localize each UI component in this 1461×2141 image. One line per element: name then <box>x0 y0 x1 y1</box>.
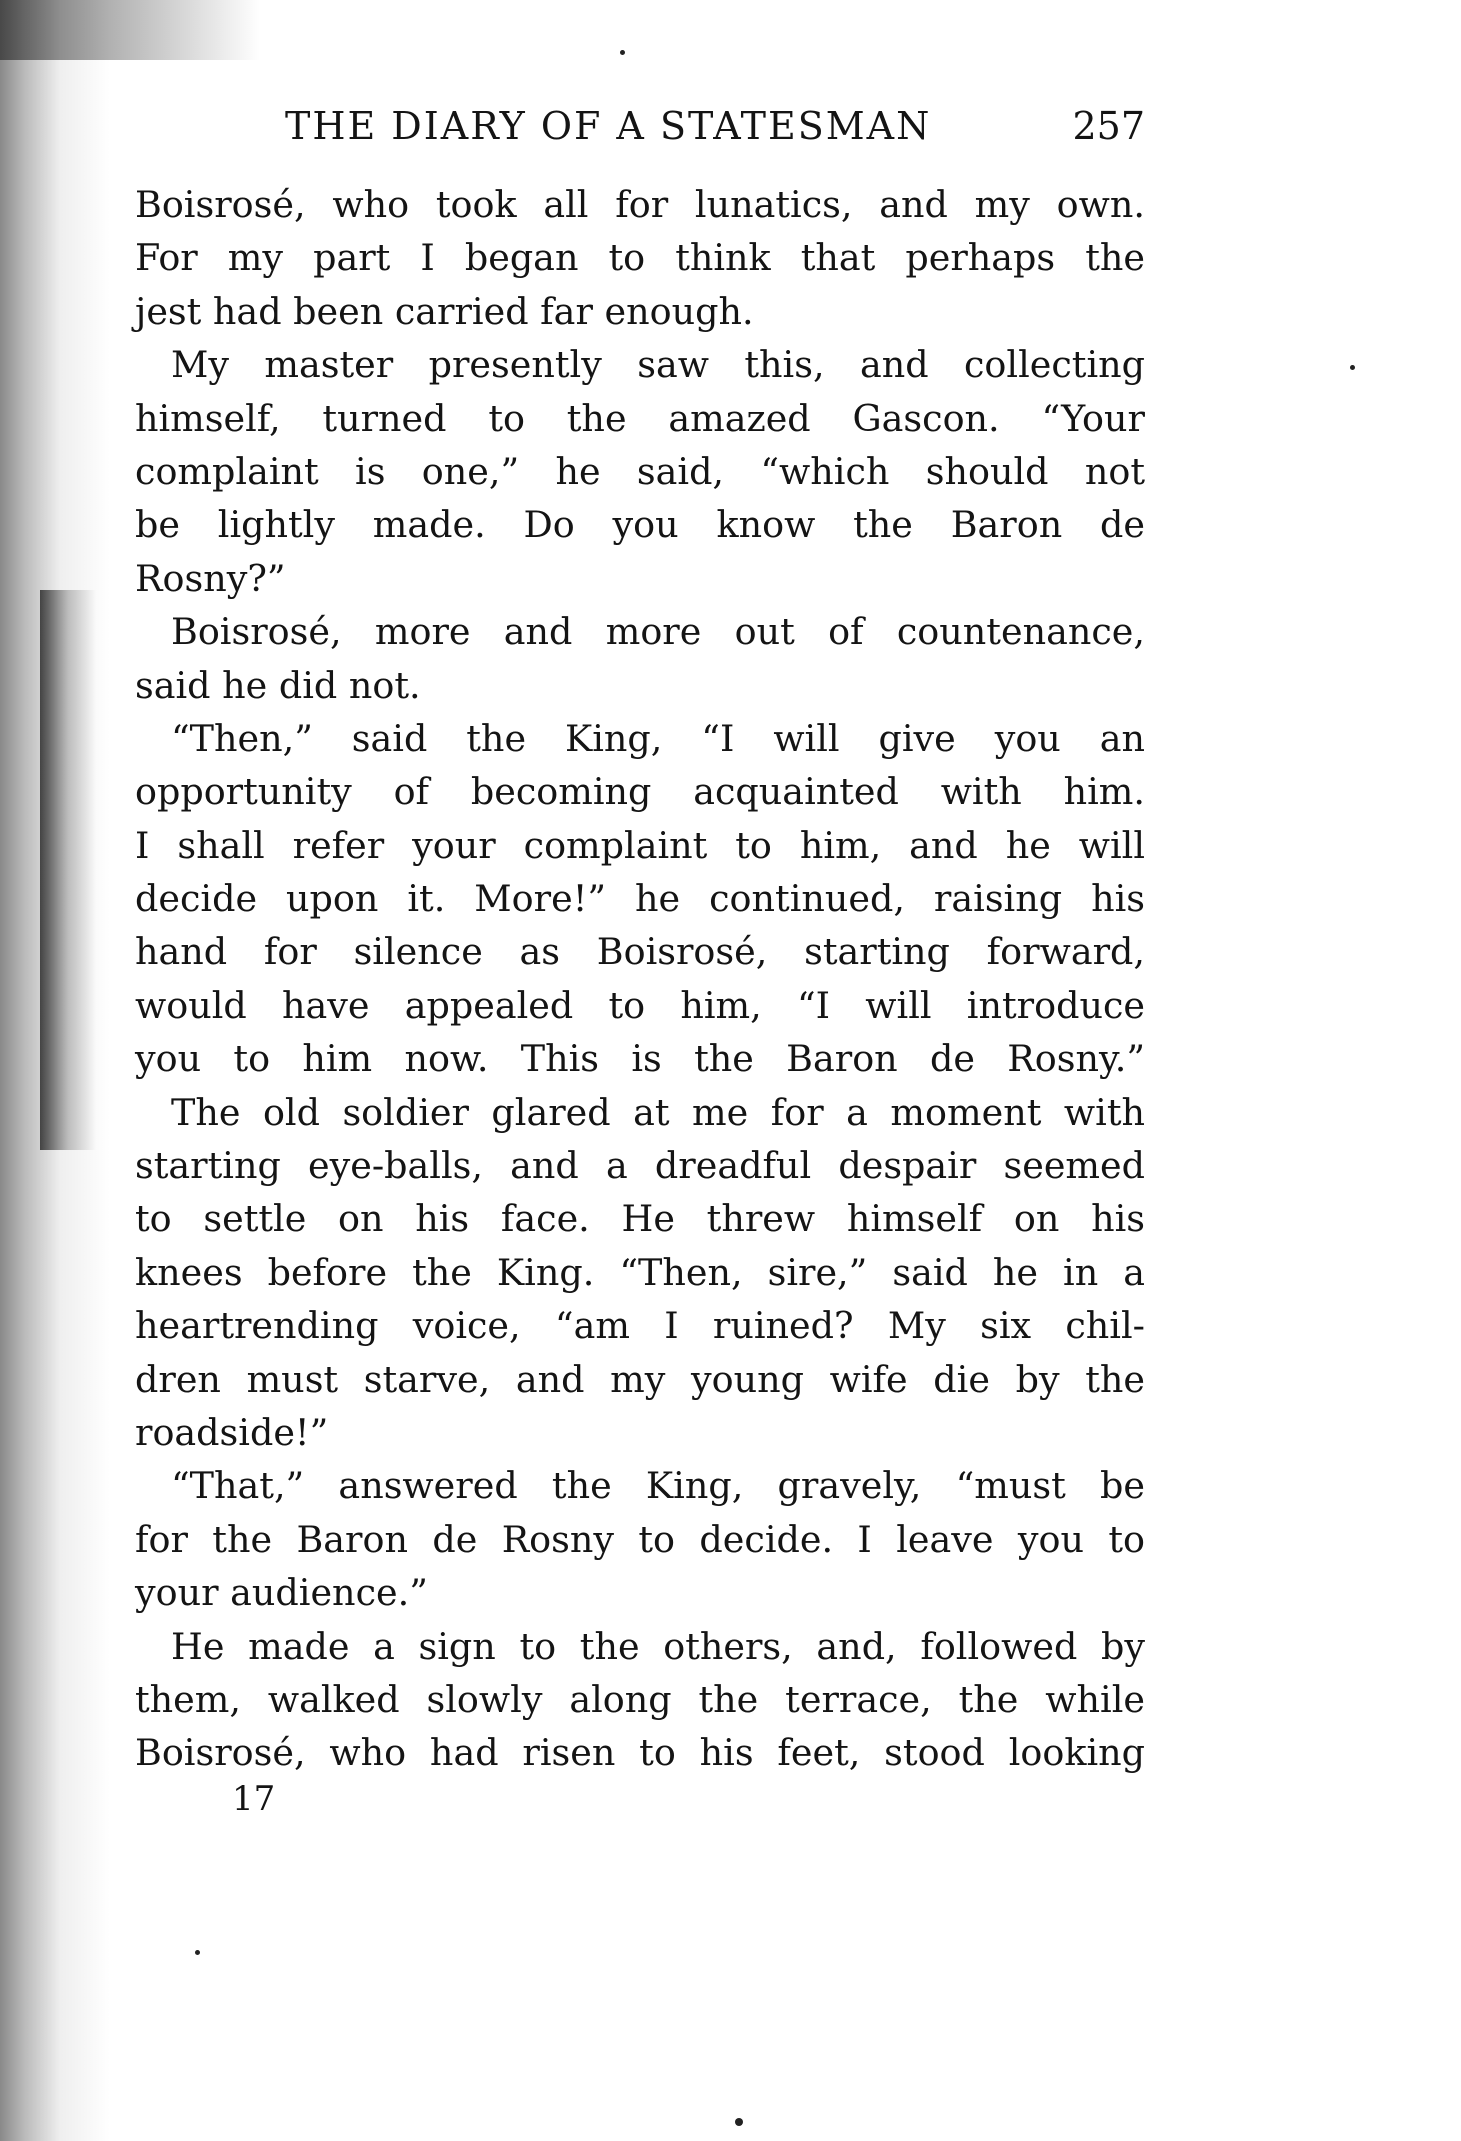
ink-speck <box>1350 365 1355 370</box>
text-line: complaint is one,” he said, “which should not <box>135 449 1145 493</box>
text-line: I shall refer your complaint to him, and he will <box>135 823 1145 867</box>
page-header <box>135 96 1145 156</box>
text-line: roadside!” <box>135 1410 329 1454</box>
text-line: jest had been carried far enough. <box>135 289 754 333</box>
text-line: would have appealed to him, “I will introduce <box>135 983 1145 1027</box>
text-line: decide upon it. More!” he continued, raising his <box>135 877 1145 921</box>
text-line: to settle on his face. He threw himself on his <box>135 1197 1145 1241</box>
text-line: hand for silence as Boisrosé, starting forward, <box>135 930 1145 974</box>
text-line: be lightly made. Do you know the Baron de <box>135 503 1145 547</box>
text-line: Boisrosé, who had risen to his feet, stood looking <box>135 1731 1145 1775</box>
body-text <box>135 178 1145 1780</box>
paragraph-start-line: My master presently saw this, and collecting <box>171 343 1145 387</box>
text-line: for the Baron de Rosny to decide. I leave you to <box>135 1517 1145 1561</box>
ink-speck <box>620 50 625 55</box>
running-head: THE DIARY OF A STATESMAN <box>285 104 932 148</box>
signature-mark: 17 <box>232 1779 276 1819</box>
text-line: himself, turned to the amazed Gascon. “Your <box>135 396 1145 440</box>
ink-speck <box>735 2118 743 2126</box>
text-line: Rosny?” <box>135 556 286 600</box>
text-line: opportunity of becoming acquainted with him. <box>135 770 1145 814</box>
text-line: them, walked slowly along the terrace, the while <box>135 1677 1145 1721</box>
page-number: 257 <box>1072 104 1145 148</box>
ink-speck <box>195 1950 200 1955</box>
scan-shadow-binding <box>40 590 96 1150</box>
paragraph-start-line: “Then,” said the King, “I will give you an <box>171 716 1145 760</box>
text-line: said he did not. <box>135 663 421 707</box>
paragraph-start-line: “That,” answered the King, gravely, “must be <box>171 1464 1145 1508</box>
paragraph-start-line: Boisrosé, more and more out of countenance, <box>171 610 1145 654</box>
paragraph-start-line: He made a sign to the others, and, followed by <box>171 1624 1145 1668</box>
text-line: your audience.” <box>135 1571 428 1615</box>
text-line: For my part I began to think that perhaps the <box>135 236 1145 280</box>
scan-shadow-top-corner <box>0 0 260 60</box>
text-line: you to him now. This is the Baron de Rosny.” <box>135 1037 1145 1081</box>
text-line: dren must starve, and my young wife die by the <box>135 1357 1145 1401</box>
text-line: heartrending voice, “am I ruined? My six chil- <box>135 1304 1145 1348</box>
text-line: Boisrosé, who took all for lunatics, and my own. <box>135 183 1145 226</box>
text-line: starting eye-balls, and a dreadful despair seemed <box>135 1144 1145 1188</box>
paragraph-start-line: The old soldier glared at me for a moment with <box>171 1090 1145 1134</box>
text-line: knees before the King. “Then, sire,” said he in a <box>135 1250 1145 1294</box>
